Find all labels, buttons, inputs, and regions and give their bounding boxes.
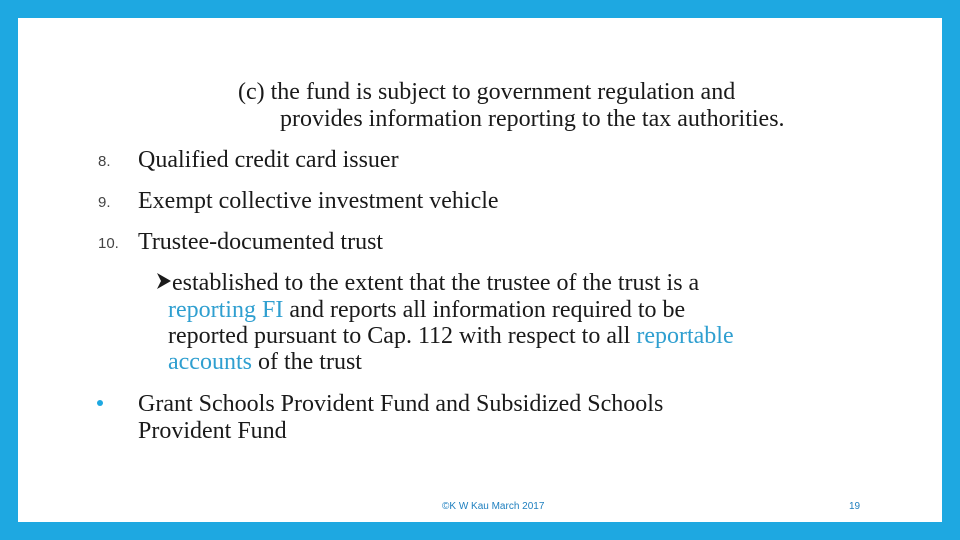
arrow-point-line2-rest: and reports all information required to be <box>283 297 686 323</box>
arrow-point-line4 <box>168 349 362 375</box>
item-text-trustee-documented-trust: Trustee-documented trust <box>138 229 384 255</box>
item-number-9: 9. <box>98 194 111 211</box>
term-accounts: accounts <box>168 349 252 375</box>
arrow-point-line1: established to the extent that the trustee of the trust is a <box>172 270 700 296</box>
slide-page-number: 19 <box>849 501 861 512</box>
term-reportable: reportable <box>636 323 734 349</box>
term-reporting-fi: reporting FI <box>168 297 284 323</box>
arrow-point-line3 <box>168 323 734 349</box>
sub-item-c-line2: provides information reporting to the tax authorities. <box>280 106 785 132</box>
bullet-dot-icon <box>97 400 103 406</box>
item-number-10: 10. <box>98 235 119 252</box>
arrow-point-line2 <box>168 297 685 323</box>
arrow-point-line4-rest: of the trust <box>251 349 362 375</box>
item-text-qualified-credit-card-issuer: Qualified credit card issuer <box>138 147 399 173</box>
footer-author-date: ©K W Kau March 2017 <box>442 501 545 512</box>
item-text-exempt-collective-investment-vehicle: Exempt collective investment vehicle <box>138 188 499 214</box>
sub-item-c-line1: (c) the fund is subject to government regulation and <box>238 79 736 105</box>
item-number-8: 8. <box>98 153 111 170</box>
bullet-item-line1: Grant Schools Provident Fund and Subsidized Schools <box>138 391 664 417</box>
arrow-point-line3-start: reported pursuant to Cap. 112 with respect to all <box>168 323 637 349</box>
arrow-bullet-icon <box>157 273 171 289</box>
bullet-item-line2: Provident Fund <box>138 418 287 444</box>
